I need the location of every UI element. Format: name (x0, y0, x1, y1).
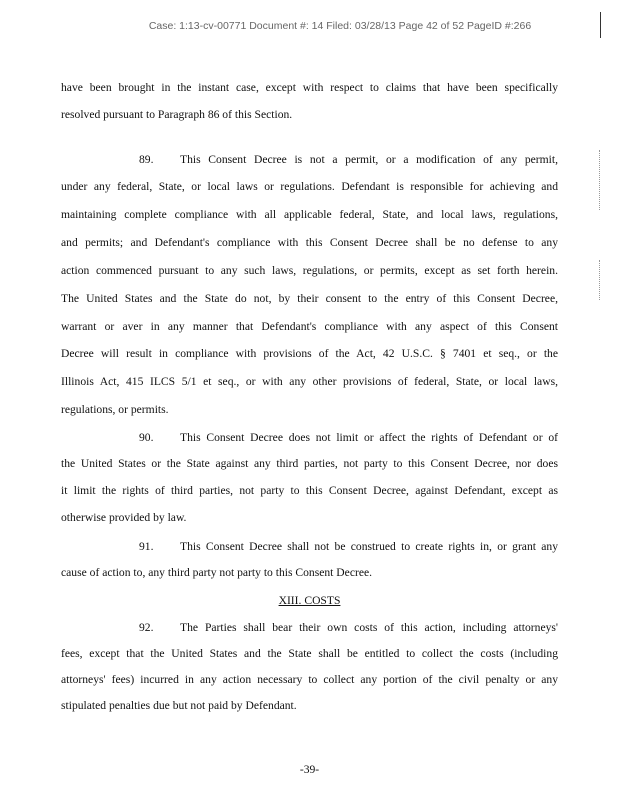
text-line: regulations, or permits. (61, 403, 169, 416)
text-line: Illinois Act, 415 ILCS 5/1 et seq., or with any other provisions of federal, State, or local laws, (61, 375, 558, 388)
text-line: cause of action to, any third party not party to this Consent Decree. (61, 566, 373, 579)
page-number: -39- (299, 763, 320, 776)
text-line: have been brought in the instant case, except with respect to claims that have been specifically (61, 81, 558, 94)
paragraph-number: 90. (139, 431, 154, 444)
text-line: resolved pursuant to Paragraph 86 of this Section. (61, 108, 293, 121)
text-line: otherwise provided by law. (61, 511, 187, 524)
text-line: This Consent Decree is not a permit, or a modification of any permit, (180, 153, 558, 166)
text-line: fees, except that the United States and the State shall be entitled to collect the costs (including (61, 647, 558, 660)
text-line: attorneys' fees) incurred in any action necessary to collect any portion of the civil penalty or any (61, 673, 558, 686)
paragraph-number: 92. (139, 621, 154, 634)
margin-mark (600, 12, 601, 38)
text-line: under any federal, State, or local laws or regulations. Defendant is responsible for achieving and (61, 180, 558, 193)
text-line: The Parties shall bear their own costs of this action, including attorneys' (180, 621, 558, 634)
text-line: maintaining complete compliance with all applicable federal, State, and local laws, regulations, (61, 208, 558, 221)
paragraph-number: 89. (139, 153, 154, 166)
margin-mark (599, 150, 601, 210)
text-line: warrant or aver in any manner that Defendant's compliance with any aspect of this Consent (61, 320, 558, 333)
text-line: and permits; and Defendant's compliance with this Consent Decree shall be no defense to any (61, 236, 558, 249)
text-line: it limit the rights of third parties, not party to this Consent Decree, against Defendant, except as (61, 484, 558, 497)
text-line: The United States and the State do not, by their consent to the entry of this Consent Decree, (61, 292, 558, 305)
text-line: This Consent Decree does not limit or affect the rights of Defendant or of (180, 431, 558, 444)
section-heading: XIII. COSTS (278, 594, 341, 607)
paragraph-number: 91. (139, 540, 154, 553)
text-line: Decree will result in compliance with provisions of the Act, 42 U.S.C. § 7401 et seq., or the (61, 347, 558, 360)
court-filing-header: Case: 1:13-cv-00771 Document #: 14 Filed: 03/28/13 Page 42 of 52 PageID #:266 (148, 20, 532, 32)
margin-mark (599, 260, 601, 300)
text-line: the United States or the State against any third parties, not party to this Consent Decree, nor does (61, 457, 558, 470)
text-line: This Consent Decree shall not be construed to create rights in, or grant any (180, 540, 558, 553)
text-line: stipulated penalties due but not paid by Defendant. (61, 699, 297, 712)
text-line: action commenced pursuant to any such laws, regulations, or permits, except as set forth herein. (61, 264, 558, 277)
